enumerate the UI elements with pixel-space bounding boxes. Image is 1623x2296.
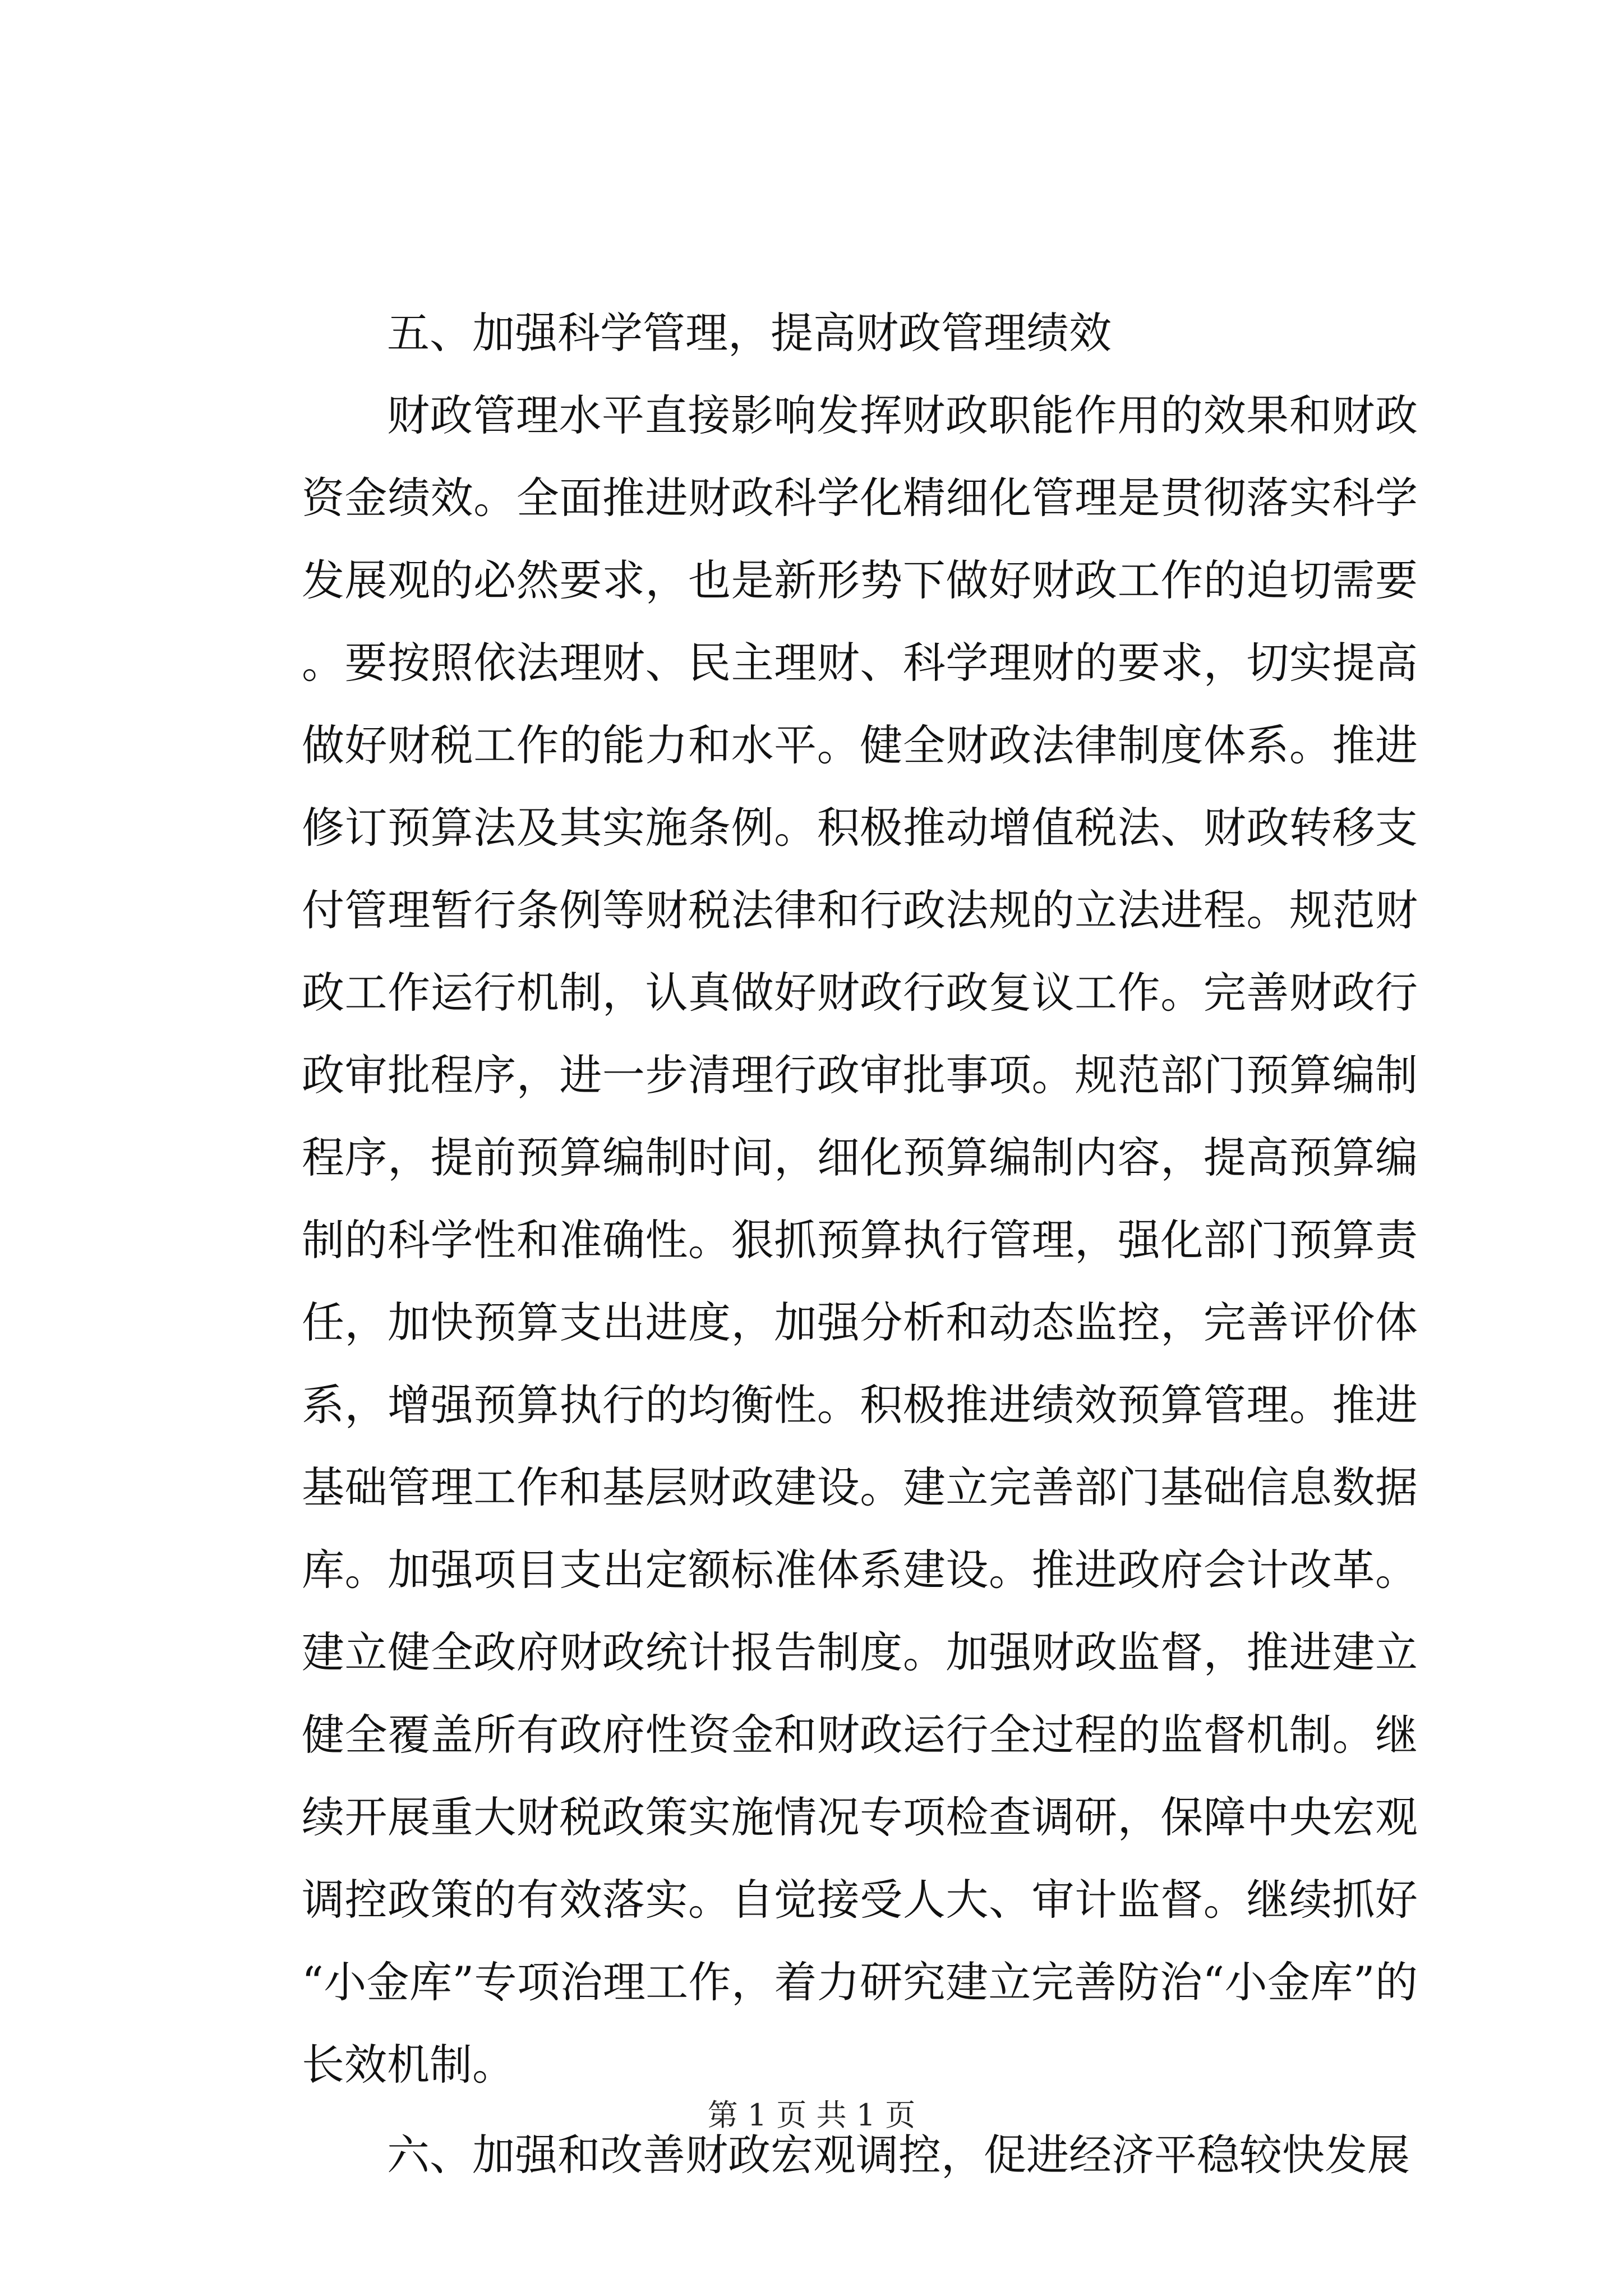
section-5-heading: 五、加强科学管理，提高财政管理绩效 <box>387 308 1112 358</box>
document-content <box>302 292 1418 2196</box>
page-footer: 第 1 页 共 1 页 <box>707 2097 916 2133</box>
section-5-paragraph: 财政管理水平直接影响发挥财政职能作用的效果和财政资金绩效。全面推进财政科学化精细化管理是贯彻落实科学发展观的必然要求，也是新形势下做好财政工作的迫切需要。要按照依法理财、民主理财、科学理财的要求，切实提高做好财税工作的能力和水平。健全财政法律制度体系。推进修订预算法及其实施条例。积极推动增值税法、财政转移支付管理暂行条例等财税法律和行政法规的立法进程。规范财政工作运行机制，认真做好财政行政复议工作。完善财政行政审批程序，进一步清理行政审批事项。规范部门预算编制程序，提前预算编制时间，细化预算编制内容，提高预算编制的科学性和准确性。狠抓预算执行管理，强化部门预算责任，加快预算支出进度，加强分析和动态监控，完善评价体系，增强预算执行的均衡性。积极推进绩效预算管理。推进基础管理工作和基层财政建设。建立完善部门基础信息数据库。加强项目支出定额标准体系建设。推进政府会计改革。建立健全政府财政统计报告制度。加强财政监督，推进建立健全覆盖所有政府性资金和财政运行全过程的监督机制。继续开展重大财税政策实施情况专项检查调研，保障中央宏观调控政策的有效落实。自觉接受人大、审计监督。继续抓好“小金库”专项治理工作，着力研究建立完善防治“小金库”的长效机制。 <box>302 390 1418 2090</box>
section-6-heading: 六、加强和改善财政宏观调控，促进经济平稳较快发展 <box>387 2130 1410 2180</box>
